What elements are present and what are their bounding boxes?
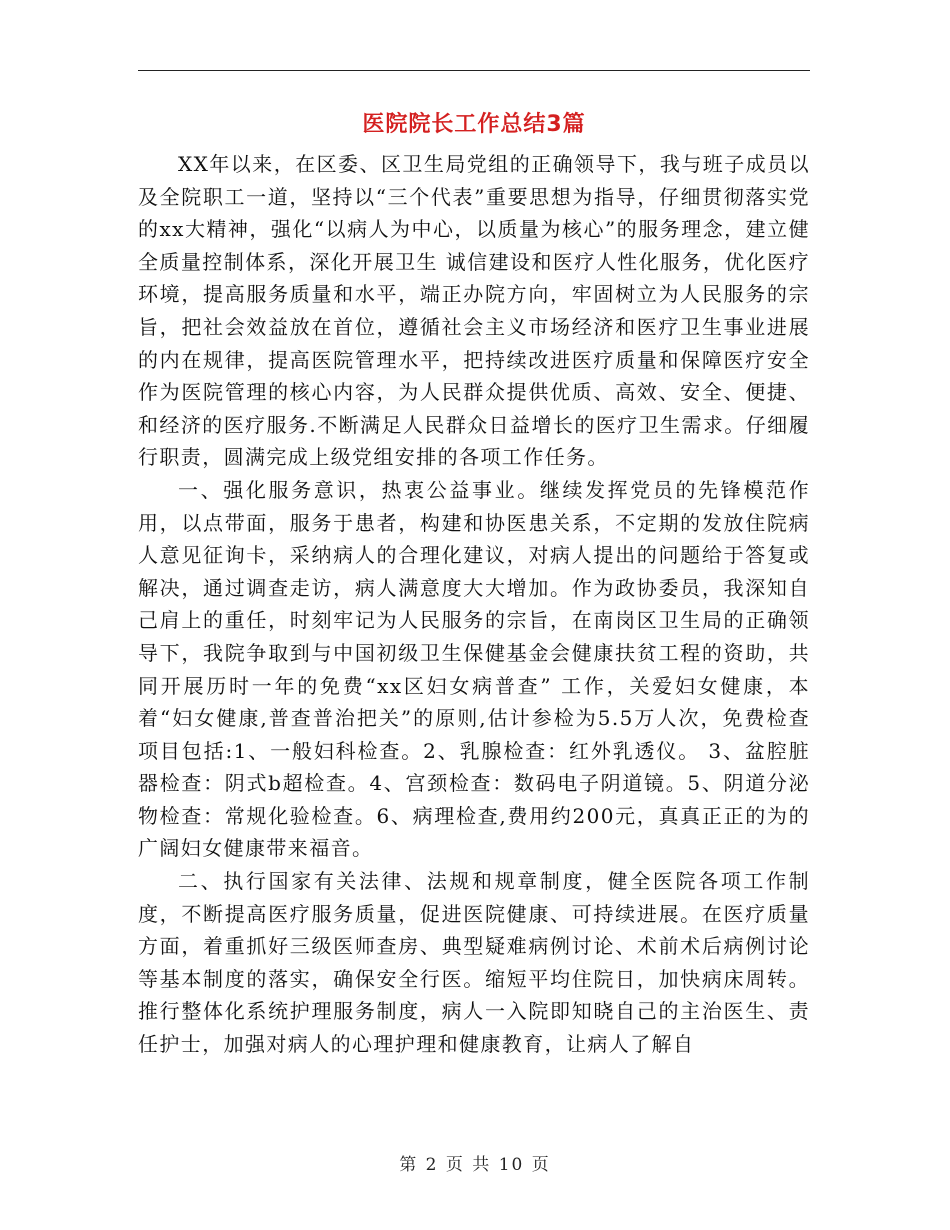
paragraph-section-1: 一、强化服务意识，热衷公益事业。继续发挥党员的先锋模范作用，以点带面，服务于患者，构建和协医患关系，不定期的发放住院病人意见征询卡，采纳病人的合理化建议，对病人提出的问题给于答复或解决，通过调查走访，病人满意度大大增加。作为政协委员，我深知自己肩上的重任，时刻牢记为人民服务的宗旨，在南岗区卫生局的正确领导下，我院争取到与中国初级卫生保健基金会健康扶贫工程的资助，共同开展历时一年的免费“xx区妇女病普查” 工作，关爱妇女健康，本着“妇女健康,普查普治把关”的原则,估计参检为5.5万人次，免费检查项目包括:1、一般妇科检查。2、乳腺检查：红外乳透仪。 3、盆腔脏器检查：阴式b超检查。4、宫颈检查：数码电子阴道镜。5、阴道分泌物检查：常规化验检查。6、病理检查,费用约200元，真真正正的为的广阔妇女健康带来福音。: [138, 477, 810, 861]
paragraph-intro: XX年以来，在区委、区卫生局党组的正确领导下，我与班子成员以及全院职工一道，坚持以“三个代表”重要思想为指导，仔细贯彻落实党的xx大精神，强化“以病人为中心，以质量为核心”的服务理念，建立健全质量控制体系，深化开展卫生 诚信建设和医疗人性化服务，优化医疗环境，提高服务质量和水平，端正办院方向，牢固树立为人民服务的宗旨，把社会效益放在首位，遵循社会主义市场经济和医疗卫生事业进展的内在规律，提高医院管理水平，把持续改进医疗质量和保障医疗安全作为医院管理的核心内容，为人民群众提供优质、高效、安全、便捷、和经济的医疗服务.不断满足人民群众日益增长的医疗卫生需求。仔细履行职责，圆满完成上级党组安排的各项工作任务。: [138, 152, 810, 470]
paragraph-section-2: 二、执行国家有关法律、法规和规章制度，健全医院各项工作制度，不断提高医疗服务质量，促进医院健康、可持续进展。在医疗质量方面，着重抓好三级医师查房、典型疑难病例讨论、术前术后病例讨论等基本制度的落实，确保安全行医。缩短平均住院日，加快病床周转。推行整体化系统护理服务制度，病人一入院即知晓自己的主治医生、责任护士，加强对病人的心理护理和健康教育，让病人了解自: [138, 869, 810, 1057]
page-footer: 第 2 页 共 10 页: [399, 1155, 551, 1175]
header-rule: [138, 70, 810, 71]
document-body: [138, 148, 810, 1061]
document-title: 医院院长工作总结3篇: [362, 112, 586, 137]
